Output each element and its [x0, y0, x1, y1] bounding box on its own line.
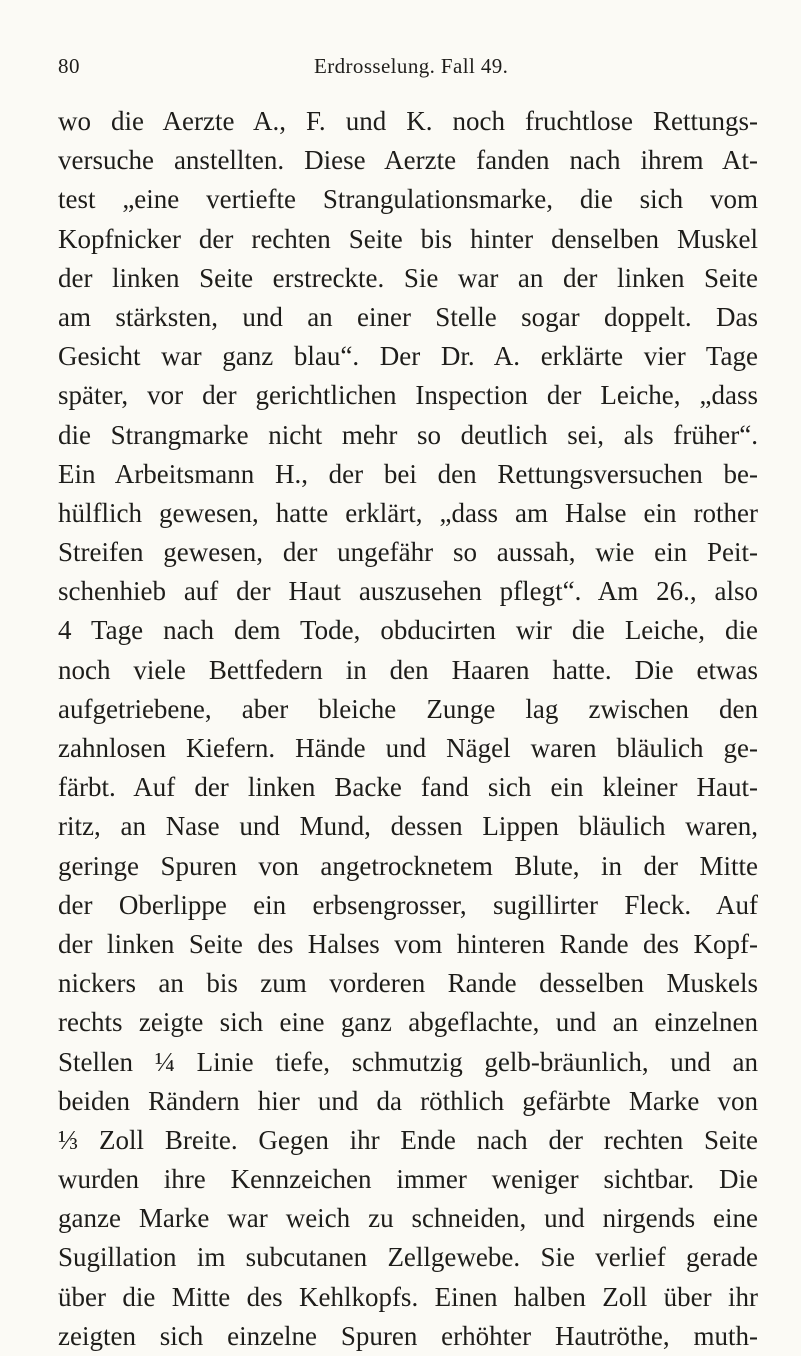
- text-line: beiden Rändern hier und da röthlich gefärbte Marke von: [58, 1085, 758, 1116]
- text-line: schenhieb auf der Haut auszusehen pflegt“. Am 26., also: [58, 576, 758, 607]
- text-line: später, vor der gerichtlichen Inspection der Leiche, „dass: [58, 380, 758, 411]
- text-line: wo die Aerzte A., F. und K. noch fruchtlose Rettungs-: [58, 106, 758, 136]
- text-line: Gesicht war ganz blau“. Der Dr. A. erklärte vier Tage: [58, 341, 758, 372]
- text-line: hülflich gewesen, hatte erklärt, „dass am Halse ein rother: [58, 497, 758, 528]
- text-line: ritz, an Nase und Mund, dessen Lippen bläulich waren,: [58, 811, 758, 842]
- text-line: noch viele Bettfedern in den Haaren hatte. Die etwas: [58, 654, 758, 685]
- text-line: färbt. Auf der linken Backe fand sich ein kleiner Haut-: [58, 772, 758, 803]
- text-line: Sugillation im subcutanen Zellgewebe. Sie verlief gerade: [58, 1242, 758, 1273]
- text-line: der Oberlippe ein erbsengrosser, sugillirter Fleck. Auf: [58, 889, 758, 920]
- text-line: über die Mitte des Kehlkopfs. Einen halben Zoll über ihr: [58, 1281, 758, 1312]
- text-line: wurden ihre Kennzeichen immer weniger sichtbar. Die: [58, 1164, 758, 1195]
- text-line: ganze Marke war weich zu schneiden, und nirgends eine: [58, 1203, 758, 1234]
- text-line: aufgetriebene, aber bleiche Zunge lag zwischen den: [58, 693, 758, 724]
- text-line: ⅓ Zoll Breite. Gegen ihr Ende nach der rechten Seite: [58, 1124, 758, 1155]
- text-line: die Strangmarke nicht mehr so deutlich sei, als früher“.: [58, 419, 758, 450]
- text-line: 4 Tage nach dem Tode, obducirten wir die Leiche, die: [58, 615, 758, 646]
- text-line: Ein Arbeitsmann H., der bei den Rettungsversuchen be-: [58, 458, 758, 489]
- body-text: [58, 102, 758, 1356]
- text-line: rechts zeigte sich eine ganz abgeflachte, und an einzelnen: [58, 1007, 758, 1038]
- text-line: Stellen ¼ Linie tiefe, schmutzig gelb-bräunlich, und an: [58, 1046, 758, 1077]
- page-number: 80: [58, 54, 80, 78]
- text-line: zahnlosen Kiefern. Hände und Nägel waren bläulich ge-: [58, 733, 758, 763]
- text-line: am stärksten, und an einer Stelle sogar doppelt. Das: [58, 301, 758, 332]
- text-line: der linken Seite des Halses vom hinteren Rande des Kopf-: [58, 928, 758, 959]
- text-line: test „eine vertiefte Strangulationsmarke, die sich vom: [58, 184, 758, 215]
- text-line: der linken Seite erstreckte. Sie war an der linken Seite: [58, 262, 758, 293]
- page-header: [0, 54, 801, 84]
- text-line: versuche anstellten. Diese Aerzte fanden nach ihrem At-: [58, 145, 758, 176]
- text-line: nickers an bis zum vorderen Rande desselben Muskels: [58, 968, 758, 999]
- text-line: Kopfnicker der rechten Seite bis hinter denselben Muskel: [58, 223, 758, 254]
- text-line: zeigten sich einzelne Spuren erhöhter Hautröthe, muth-: [58, 1320, 758, 1351]
- text-line: geringe Spuren von angetrocknetem Blute, in der Mitte: [58, 850, 758, 881]
- text-line: Streifen gewesen, der ungefähr so aussah, wie ein Peit-: [58, 537, 758, 568]
- running-head: Erdrosselung. Fall 49.: [314, 54, 509, 78]
